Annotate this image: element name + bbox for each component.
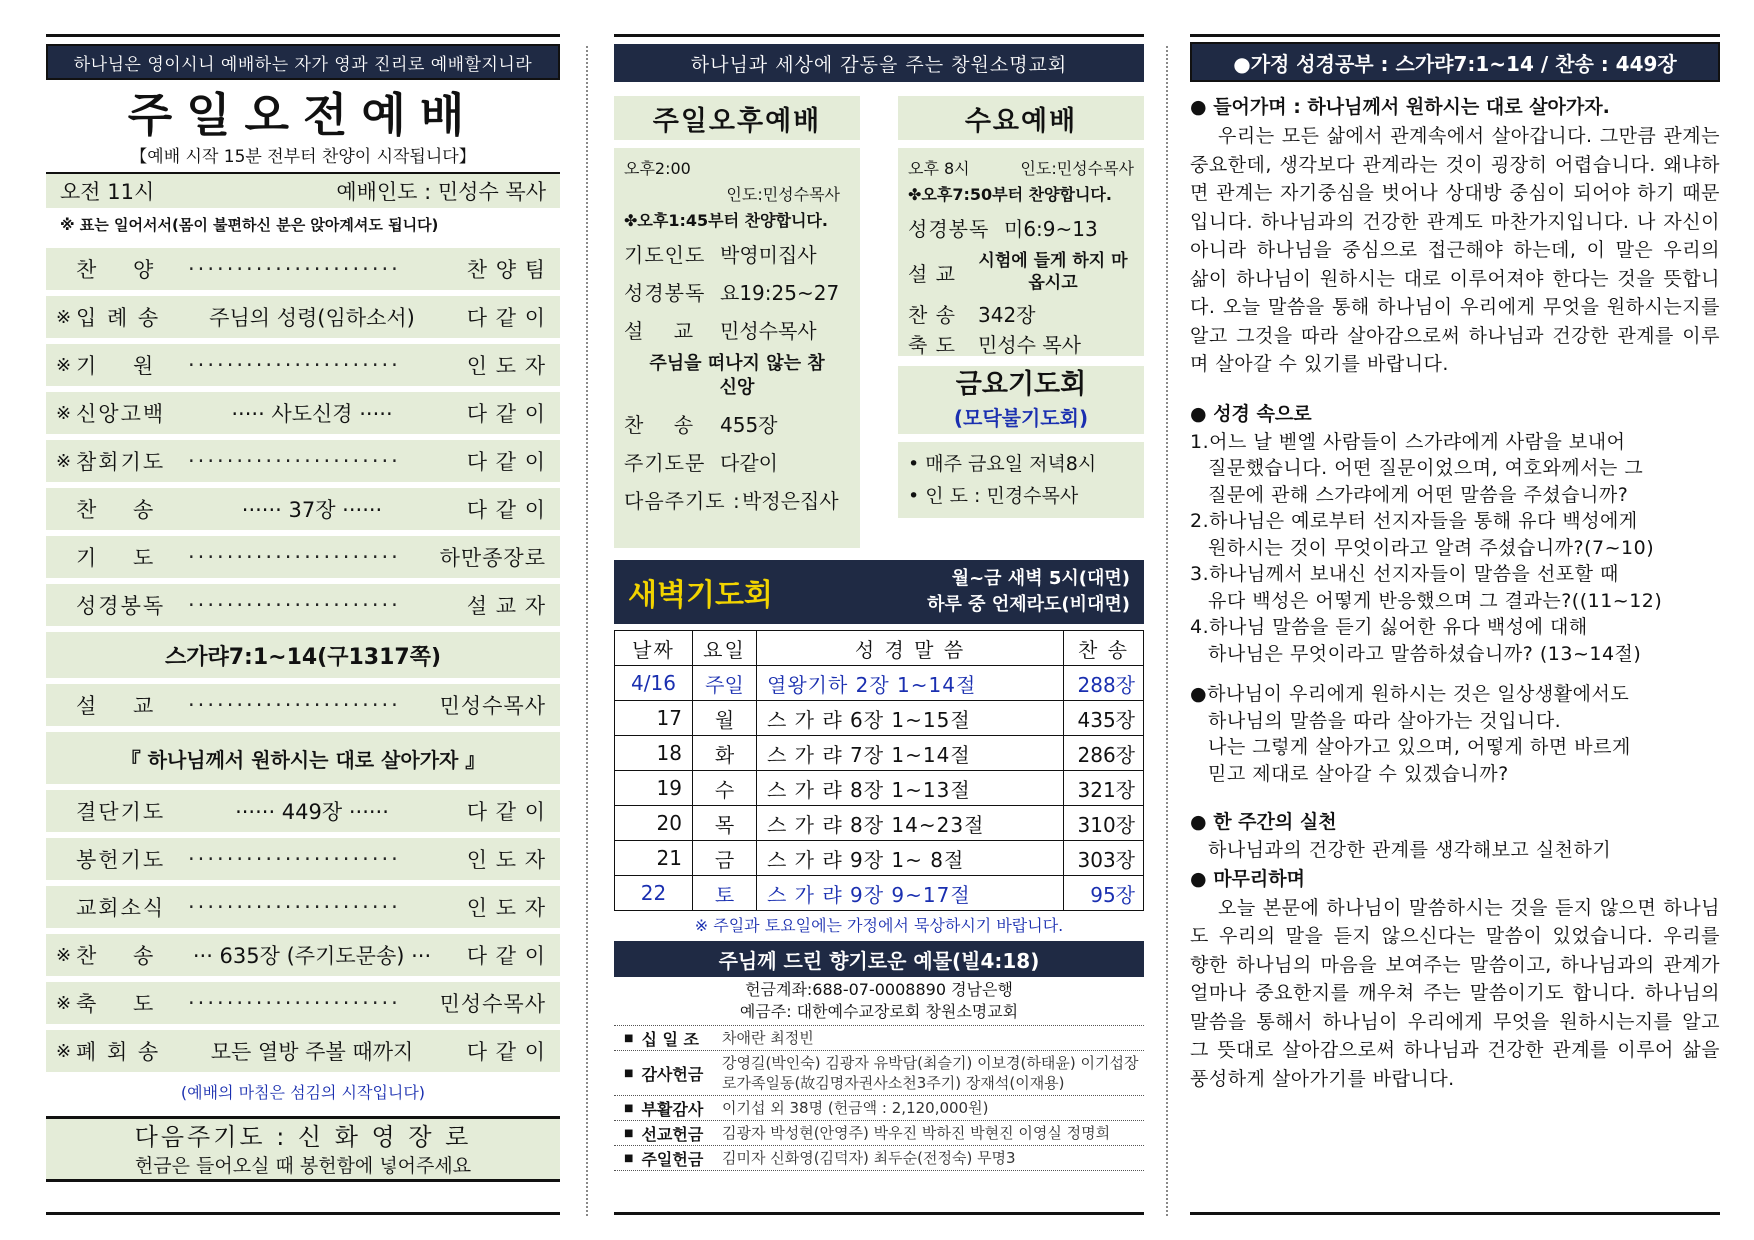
afternoon-row-reading <box>624 272 850 310</box>
offering-banner: 주님께 드린 향기로운 예물(빌4:18) <box>614 941 1144 977</box>
offering-label: 주일헌금 <box>641 1149 704 1169</box>
question-line: 질문에 관해 스가랴에게 어떤 말씀을 주셨습니까? <box>1208 483 1629 506</box>
schedule-scripture: 스 가 랴 9장 1~ 8절 <box>757 841 1064 876</box>
offering-note: 헌금은 들어오실 때 봉헌함에 넣어주세요 <box>134 1155 472 1177</box>
afternoon-sermon-title: 주님을 떠나지 않는 참 신앙 <box>649 353 825 398</box>
schedule-scripture: 스 가 랴 8장 14~23절 <box>757 806 1064 841</box>
worship-order-row <box>46 248 560 290</box>
worship-order-row <box>46 1030 560 1072</box>
schedule-day: 주일 <box>693 666 757 701</box>
question-list <box>1190 429 1720 668</box>
order-item-person: 다 같 이 <box>466 306 546 330</box>
account-number: 헌금계좌:688-07-0008890 경남은행 <box>745 980 1013 999</box>
afternoon-praise-note: ✤오후1:45부터 찬양합니다. <box>624 211 828 230</box>
offering-names: 강영길(박인숙) 김광자 유박담(최슬기) 이보경(하태윤) 이기섭장로가족일동(故김명자권사소천3주기) 장재석(이재용) <box>722 1054 1139 1092</box>
order-item-detail: ··· 635장 (주기도문송) ··· <box>192 944 432 968</box>
stand-note: ※ 표는 일어서서(몸이 불편하신 분은 앉아계셔도 됩니다) <box>60 216 439 234</box>
offering-names: 차애란 최정빈 <box>722 1029 814 1047</box>
schedule-scripture: 스 가 랴 8장 1~13절 <box>757 771 1064 806</box>
square-bullet-icon: ■ <box>624 1067 634 1079</box>
schedule-date: 18 <box>615 736 693 771</box>
worship-order-row <box>46 684 560 726</box>
leader-dots: ······················ <box>188 545 401 569</box>
order-item-name: 입 례 송 <box>76 306 161 330</box>
order-item-name: 찬 송 <box>76 498 156 522</box>
stand-mark: ※ <box>56 450 72 472</box>
question-line: 원하시는 것이 무엇이라고 알려 주셨습니까?(7~10) <box>1208 536 1655 559</box>
order-item-detail: 모든 열방 주볼 때까지 <box>210 1040 414 1064</box>
sermon-title: 『 하나님께서 원하시는 대로 살아가자 』 <box>46 732 560 784</box>
praise-start-note: 【예배 시작 15분 전부터 찬양이 시작됩니다】 <box>130 147 476 167</box>
friday-prayer-header <box>898 366 1144 434</box>
schedule-day: 토 <box>693 876 757 911</box>
square-bullet-icon: ■ <box>624 1102 634 1114</box>
order-item-person: 인 도 자 <box>466 896 546 920</box>
sermon-row-container <box>46 684 560 726</box>
afternoon-row-hymn <box>624 404 850 442</box>
schedule-scripture: 열왕기하 2장 1~14절 <box>757 666 1064 701</box>
order-item-name: 성경봉독 <box>76 594 166 618</box>
order-item-person: 인 도 자 <box>466 848 546 872</box>
worship-order-row <box>46 392 560 434</box>
row-key: 주기도문 <box>624 450 706 475</box>
offering-row <box>614 1121 1144 1146</box>
wednesday-time-row <box>908 156 1134 182</box>
row-value: 다같이 <box>720 450 778 475</box>
schedule-date: 4/16 <box>615 666 693 701</box>
service-time-row <box>46 172 560 208</box>
worship-order-row <box>46 536 560 578</box>
morning-service-column <box>46 34 560 1182</box>
schedule-day: 금 <box>693 841 757 876</box>
church-banner: 하나님과 세상에 감동을 주는 창원소명교회 <box>614 44 1144 82</box>
row-value: 342장 <box>978 302 1036 327</box>
application-line: 믿고 제대로 살아갈 수 있겠습니까? <box>1208 762 1509 785</box>
order-item-name: 참회기도 <box>76 450 166 474</box>
offering-row <box>614 1146 1144 1171</box>
dawn-prayer-info-2: 하루 중 언제라도(비대면) <box>927 594 1130 615</box>
schedule-date: 17 <box>615 701 693 736</box>
row-value: 민성수 목사 <box>978 332 1081 357</box>
leader-dots: ······················ <box>188 449 401 473</box>
next-prayer-box <box>46 1116 560 1182</box>
worship-order-row <box>46 584 560 626</box>
order-item-name: 설 교 <box>76 694 156 718</box>
offering-label-cell <box>614 1146 718 1170</box>
col-header-hymn: 찬 송 <box>1064 631 1144 666</box>
row-value: 박정은집사 <box>742 488 839 513</box>
schedule-day: 목 <box>693 806 757 841</box>
worship-order-list <box>46 248 560 626</box>
offering-label-cell <box>614 1121 718 1145</box>
offering-account <box>614 979 1144 1023</box>
stand-mark: ※ <box>56 944 72 966</box>
bible-study-column <box>1190 34 1720 1093</box>
order-item-name: 찬 양 <box>76 258 156 282</box>
stand-mark: ※ <box>56 354 72 376</box>
worship-order-row <box>46 344 560 386</box>
worship-order-row <box>46 488 560 530</box>
row-key: 성경봉독 <box>624 280 706 305</box>
offering-names: 김미자 신화영(김덕자) 최두순(전정숙) 무명3 <box>722 1149 1016 1167</box>
stand-mark: ※ <box>56 1040 72 1062</box>
order-item-person: 찬 양 팀 <box>466 258 546 282</box>
order-item-name: 찬 송 <box>76 944 156 968</box>
offering-list <box>614 1025 1144 1171</box>
offering-row <box>614 1026 1144 1051</box>
schedule-header-row <box>615 631 1144 666</box>
dawn-prayer-info <box>927 566 1130 618</box>
offering-label-cell <box>614 1026 718 1050</box>
motto-banner: 하나님은 영이시니 예배하는 자가 영과 진리로 예배할지니라 <box>46 44 560 80</box>
closing-note: (예배의 마침은 섬김의 시작입니다) <box>180 1083 426 1102</box>
order-item-person: 다 같 이 <box>466 498 546 522</box>
leader-dots: ······················ <box>188 847 401 871</box>
order-item-name: 기 원 <box>76 354 156 378</box>
wednesday-row-hymn <box>908 298 1134 328</box>
order-item-person: 하만종장로 <box>439 546 546 570</box>
friday-prayer-time: • 매주 금요일 저녁8시 <box>908 453 1097 475</box>
closing-text: 오늘 본문에 하나님이 말씀하시는 것을 듣지 않으면 하나님도 우리의 말을 듣지 않으신다는 말씀이 있었습니다. 우리를 향한 하나님의 마음을 보여주는 말씀이고, 하나님과의 관계가 얼마나 중요한지를 깨우쳐 주는 말씀이기도 합니다. 하나님의 말씀을 통해서 하나님이 우리에게 무엇을 원하시는지를 알고 그 뜻대로 살아감으로써 하나님과 건강한 관계를 이루어 삶을 풍성하게 살아가기를 바랍니다. <box>1190 896 1720 1090</box>
schedule-hymn: 435장 <box>1064 701 1144 736</box>
service-leader: 예배인도 : 민성수 목사 <box>336 180 546 204</box>
schedule-hymn: 288장 <box>1064 666 1144 701</box>
offering-label-cell <box>614 1051 718 1095</box>
friday-prayer-leader: • 인 도 : 민경수목사 <box>908 485 1079 507</box>
worship-order-row <box>46 838 560 880</box>
row-key: 설 교 <box>908 261 956 286</box>
order-item-name: 교회소식 <box>76 896 166 920</box>
wednesday-service-body <box>898 148 1144 356</box>
offering-row <box>614 1096 1144 1121</box>
offering-row <box>614 1051 1144 1096</box>
schedule-row <box>615 841 1144 876</box>
square-bullet-icon: ■ <box>624 1032 634 1044</box>
row-value: 미6:9~13 <box>1004 216 1098 241</box>
schedule-hymn: 310장 <box>1064 806 1144 841</box>
afternoon-time: 오후2:00 <box>624 159 691 178</box>
wednesday-row-blessing <box>908 328 1134 358</box>
schedule-date: 19 <box>615 771 693 806</box>
schedule-row <box>615 701 1144 736</box>
worship-order-row <box>46 440 560 482</box>
schedule-hymn: 95장 <box>1064 876 1144 911</box>
order-item-name: 신앙고백 <box>76 402 166 426</box>
schedule-hymn: 303장 <box>1064 841 1144 876</box>
schedule-day: 화 <box>693 736 757 771</box>
bible-study-banner: ●가정 성경공부 : 스가랴7:1~14 / 찬송 : 449장 <box>1190 42 1720 82</box>
service-time: 오전 11시 <box>60 180 155 204</box>
col-header-day: 요일 <box>693 631 757 666</box>
question-line: 4.하나님 말씀을 듣기 싫어한 유다 백성에 대해 <box>1190 616 1588 638</box>
order-item-person: 다 같 이 <box>466 800 546 824</box>
row-key: 축 도 <box>908 332 956 357</box>
leader-dots: ······················ <box>188 593 401 617</box>
offering-names: 김광자 박성현(안영주) 박우진 박하진 박현진 이영실 정명희 <box>722 1124 1111 1142</box>
row-value: 시험에 들게 하지 마옵시고 <box>978 251 1128 293</box>
application-line: ●하나님이 우리에게 원하시는 것은 일상생활에서도 <box>1190 683 1630 705</box>
leader-dots: ······················ <box>188 257 401 281</box>
col-header-scripture: 성 경 말 씀 <box>757 631 1064 666</box>
schedule-row <box>615 736 1144 771</box>
bottom-rule-right <box>1190 1212 1720 1215</box>
order-item-detail: ······ 37장 ······ <box>241 498 383 522</box>
service-boxes <box>614 96 1144 548</box>
bible-heading: ● 성경 속으로 <box>1190 402 1312 425</box>
order-item-name: 폐 회 송 <box>76 1040 161 1064</box>
order-item-detail: ······ 449장 ······ <box>235 800 389 824</box>
question-line: 3.하나님께서 보내신 선지자들이 말씀을 선포할 때 <box>1190 563 1619 585</box>
question-line: 질문했습니다. 어떤 질문이었으며, 여호와께서는 그 <box>1208 457 1644 479</box>
schedule-scripture: 스 가 랴 6장 1~15절 <box>757 701 1064 736</box>
next-prayer: 다음주기도 : 신 화 영 장 로 <box>134 1123 472 1151</box>
schedule-row <box>615 806 1144 841</box>
square-bullet-icon: ■ <box>624 1152 634 1164</box>
wednesday-service <box>898 96 1144 548</box>
order-item-detail: ····· 사도신경 ····· <box>231 402 393 426</box>
question-line: 하나님은 무엇이라고 말씀하셨습니까? (13~14절) <box>1208 642 1642 665</box>
worship-order-row <box>46 296 560 338</box>
wednesday-time: 오후 8시 <box>908 159 970 178</box>
order-item-person: 인 도 자 <box>466 354 546 378</box>
page-title: 주일오전예배 <box>127 88 479 142</box>
schedule-row <box>615 876 1144 911</box>
wednesday-service-title: 수요예배 <box>898 96 1144 140</box>
application-line: 나는 그렇게 살아가고 있으며, 어떻게 하면 바르게 <box>1208 736 1631 758</box>
row-value: 455장 <box>720 412 778 437</box>
order-item-name: 축 도 <box>76 992 156 1016</box>
schedule-hymn: 286장 <box>1064 736 1144 771</box>
leader-dots: ······················ <box>188 693 401 717</box>
dawn-prayer-title: 새벽기도회 <box>628 578 773 613</box>
row-key: 찬 송 <box>908 302 956 327</box>
offering-label: 감사헌금 <box>641 1064 704 1084</box>
afternoon-row-prayer <box>624 234 850 272</box>
row-value: 요19:25~27 <box>720 280 840 305</box>
wednesday-row-sermon <box>908 246 1134 298</box>
worship-order-list-2 <box>46 790 560 1072</box>
order-item-name: 결단기도 <box>76 800 166 824</box>
question-line: 2.하나님은 예로부터 선지자들을 통해 유다 백성에게 <box>1190 510 1638 532</box>
leader-dots: ······················ <box>188 353 401 377</box>
schedule-day: 월 <box>693 701 757 736</box>
friday-prayer-subtitle: (모닥불기도회) <box>953 406 1089 430</box>
schedule-day: 수 <box>693 771 757 806</box>
order-item-person: 다 같 이 <box>466 944 546 968</box>
question-line: 1.어느 날 벧엘 사람들이 스가랴에게 사람을 보내어 <box>1190 430 1626 453</box>
order-item-name: 봉헌기도 <box>76 848 166 872</box>
offering-label: 선교헌금 <box>641 1124 704 1144</box>
practice-text: 하나님과의 건강한 관계를 생각해보고 실천하기 <box>1208 839 1612 861</box>
account-holder: 예금주: 대한예수교장로회 창원소명교회 <box>739 1002 1019 1021</box>
offering-label-cell <box>614 1096 718 1120</box>
order-item-name: 기 도 <box>76 546 156 570</box>
closing-heading: ● 마무리하며 <box>1190 867 1305 890</box>
leader-dots: ······················ <box>188 895 401 919</box>
reading-schedule-table <box>614 630 1144 911</box>
wednesday-praise-note: ✤오후7:50부터 찬양합니다. <box>908 185 1112 204</box>
afternoon-row-sermon <box>624 310 850 348</box>
schedule-scripture: 스 가 랴 7장 1~14절 <box>757 736 1064 771</box>
intro-heading: ● 들어가며 : 하나님께서 원하시는 대로 살아가자. <box>1190 96 1610 118</box>
friday-prayer-body <box>898 442 1144 518</box>
col-header-date: 날짜 <box>615 631 693 666</box>
schedule-hymn: 321장 <box>1064 771 1144 806</box>
offering-label: 십 일 조 <box>641 1029 699 1049</box>
bottom-rule-middle <box>614 1212 1144 1215</box>
schedule-date: 21 <box>615 841 693 876</box>
scripture-reference: 스가랴7:1~14(구1317쪽) <box>46 632 560 678</box>
order-item-person: 다 같 이 <box>466 402 546 426</box>
schedule-row <box>615 771 1144 806</box>
afternoon-row-lords-prayer <box>624 442 850 480</box>
practice-heading: ● 한 주간의 실천 <box>1190 811 1337 833</box>
afternoon-service <box>614 96 860 548</box>
services-column <box>614 34 1144 1171</box>
stand-mark: ※ <box>56 402 72 424</box>
order-item-person: 민성수목사 <box>439 992 546 1016</box>
order-item-person: 설 교 자 <box>466 594 546 618</box>
schedule-date: 20 <box>615 806 693 841</box>
row-value: 민성수목사 <box>720 318 817 343</box>
order-item-detail: 주님의 성령(임하소서) <box>209 306 415 330</box>
offering-names: 이기섭 외 38명 (헌금액 : 2,120,000원) <box>722 1099 989 1117</box>
application-block <box>1190 681 1720 787</box>
schedule-row <box>615 666 1144 701</box>
order-item-person: 다 같 이 <box>466 450 546 474</box>
row-key: 기도인도 <box>624 242 706 267</box>
friday-prayer-title: 금요기도회 <box>955 369 1087 400</box>
dawn-prayer-info-1: 월~금 새벽 5시(대면) <box>951 568 1130 589</box>
afternoon-service-title: 주일오후예배 <box>614 96 860 140</box>
schedule-scripture: 스 가 랴 9장 9~17절 <box>757 876 1064 911</box>
square-bullet-icon: ■ <box>624 1127 634 1139</box>
stand-mark: ※ <box>56 992 72 1014</box>
worship-order-row <box>46 790 560 832</box>
offering-label: 부활감사 <box>641 1099 704 1119</box>
row-value: 박영미집사 <box>720 242 817 267</box>
schedule-note: ※ 주일과 토요일에는 가정에서 묵상하시기 바랍니다. <box>694 916 1064 935</box>
intro-text: 우리는 모든 삶에서 관계속에서 살아갑니다. 그만큼 관계는 중요한데, 생각보다 관계라는 것이 굉장히 어렵습니다. 왜냐하면 관계는 자기중심을 벗어나 상대방 중심이 되어야 하기 때문입니다. 하나님과의 건강한 관계도 마찬가지입니다. 나 자신이 아니라 하나님을 중심으로 접근해야 하는데, 이 말은 우리의 삶이 하나님이 원하시는 대로 이루어져야 한다는 것을 뜻합니다. 오늘 말씀을 통해 하나님이 우리에게 무엇을 원하시는지를 알고 그것을 따라 살아감으로써 하나님과 건강한 관계를 이루며 살아갈 수 있기를 바랍니다. <box>1190 125 1720 375</box>
worship-order-row <box>46 886 560 928</box>
bottom-rule-left <box>46 1212 560 1215</box>
order-item-person: 민성수목사 <box>439 694 546 718</box>
question-line: 유다 백성은 어떻게 반응했으며 그 결과는?((11~12) <box>1208 589 1663 612</box>
afternoon-leader: 인도:민성수목사 <box>726 185 840 204</box>
wednesday-leader: 인도:민성수목사 <box>1020 159 1134 178</box>
dawn-prayer-banner <box>614 560 1144 624</box>
leader-dots: ······················ <box>188 991 401 1015</box>
row-key: 설 교 <box>624 318 695 343</box>
column-divider-1 <box>586 46 588 1216</box>
order-item-person: 다 같 이 <box>466 1040 546 1064</box>
row-key: 다음주기도 : <box>624 488 741 513</box>
worship-order-row <box>46 934 560 976</box>
worship-order-row <box>46 982 560 1024</box>
afternoon-row-next-prayer <box>624 480 850 518</box>
row-key: 성경봉독 <box>908 216 990 241</box>
column-divider-2 <box>1166 46 1168 1216</box>
schedule-date: 22 <box>615 876 693 911</box>
wednesday-row-reading <box>908 208 1134 246</box>
application-line: 하나님의 말씀을 따라 살아가는 것입니다. <box>1208 709 1562 732</box>
afternoon-service-body <box>614 148 860 548</box>
stand-mark: ※ <box>56 306 72 328</box>
row-key: 찬 송 <box>624 412 695 437</box>
